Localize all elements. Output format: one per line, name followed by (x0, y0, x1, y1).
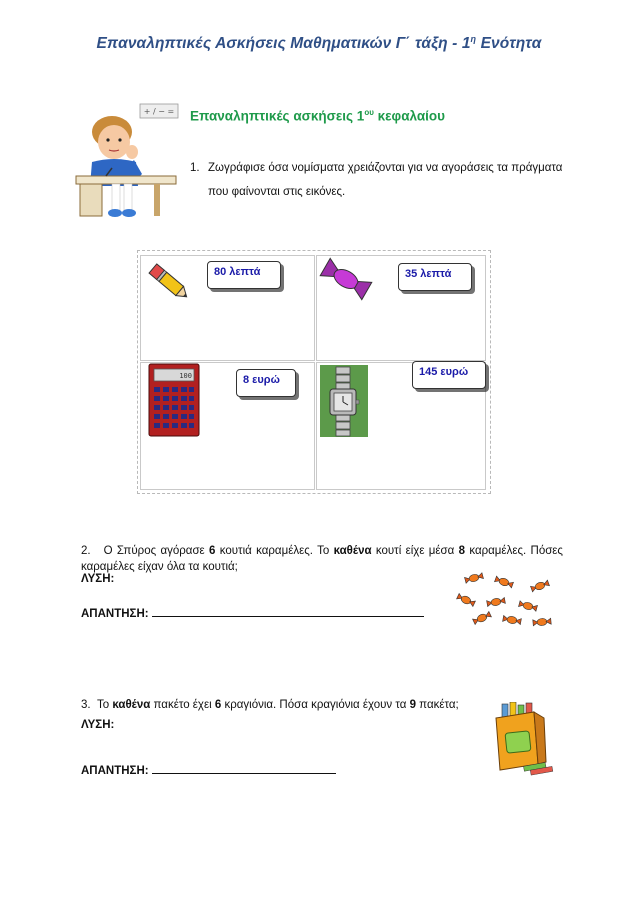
q2-answer-row (81, 606, 424, 620)
section-title-end: κεφαλαίου (373, 108, 445, 124)
q3-solution-label: ΛΥΣΗ: (81, 719, 115, 731)
math-signs-text: + / − = (143, 107, 175, 116)
q2-text-b: κουτιά καραμέλες. Το (215, 545, 334, 557)
q2-number-candies: 8 (458, 545, 466, 557)
q3-text-d: πακέτα; (415, 699, 459, 711)
pencil-price-callout (207, 261, 281, 289)
q3-number-crayons: 6 (214, 699, 222, 711)
q2-text-a: Ο Σπύρος αγόρασε (103, 545, 210, 557)
q2-number: 2. (81, 545, 91, 557)
q3-text-a: Το (96, 699, 113, 711)
calculator-price-callout (236, 369, 296, 397)
pencil-icon (144, 259, 194, 305)
question-3 (81, 699, 459, 711)
price-grid (137, 250, 491, 494)
page-header (0, 34, 638, 53)
student-at-desk-illustration (72, 96, 182, 224)
calculator-price: 8 ευρώ (243, 374, 280, 386)
watch-icon (320, 365, 368, 437)
calculator-display: 100 (179, 372, 192, 380)
q3-answer-line[interactable] (152, 763, 336, 774)
watch-price: 145 ευρώ (419, 366, 469, 378)
q2-text-d: καραμέλες. Πόσες καραμέλες είχαν όλα τα κουτιά; (81, 545, 563, 573)
section-title (190, 108, 445, 124)
watch-price-callout (412, 361, 486, 389)
header-title: Επαναληπτικές Ασκήσεις Μαθηματικών Γ΄ τάξη - 1 (96, 35, 471, 53)
candies-icon (452, 572, 554, 630)
q1-line1: Ζωγράφισε όσα νομίσματα χρειάζονται για να αγοράσεις τα πράγματα (208, 162, 563, 174)
q2-emphasis: καθένα (333, 545, 372, 557)
q3-answer-row (81, 763, 336, 777)
header-title-sup: η (470, 34, 477, 44)
section-title-text: Επαναληπτικές ασκήσεις 1 (190, 108, 365, 124)
q3-text-b: πακέτο έχει (150, 699, 215, 711)
q3-number: 3. (81, 699, 91, 711)
q1-line2: που φαίνονται στις εικόνες. (208, 186, 346, 198)
q2-solution-label: ΛΥΣΗ: (81, 573, 115, 585)
q1-number: 1. (190, 162, 200, 174)
q2-text-c: κουτί είχε μέσα (371, 545, 459, 557)
q2-number-boxes: 6 (209, 545, 216, 557)
q3-number-packs: 9 (409, 699, 416, 711)
calculator-icon (148, 363, 200, 437)
candy-price: 35 λεπτά (405, 268, 452, 280)
q2-answer-line[interactable] (152, 606, 424, 617)
question-2 (81, 543, 563, 575)
candy-icon (318, 257, 374, 301)
section-title-sup: ου (364, 108, 374, 117)
q3-emphasis: καθένα (112, 699, 151, 711)
q3-text-c: κραγιόνια. Πόσα κραγιόνια έχουν τα (221, 699, 410, 711)
question-1 (190, 156, 562, 204)
q2-answer-label: ΑΠΑΝΤΗΣΗ: (81, 608, 149, 620)
header-title-end: Ενότητα (476, 35, 542, 53)
pencil-price: 80 λεπτά (214, 266, 261, 278)
crayon-box-icon (482, 702, 562, 776)
q3-answer-label: ΑΠΑΝΤΗΣΗ: (81, 765, 149, 777)
candy-price-callout (398, 263, 472, 291)
